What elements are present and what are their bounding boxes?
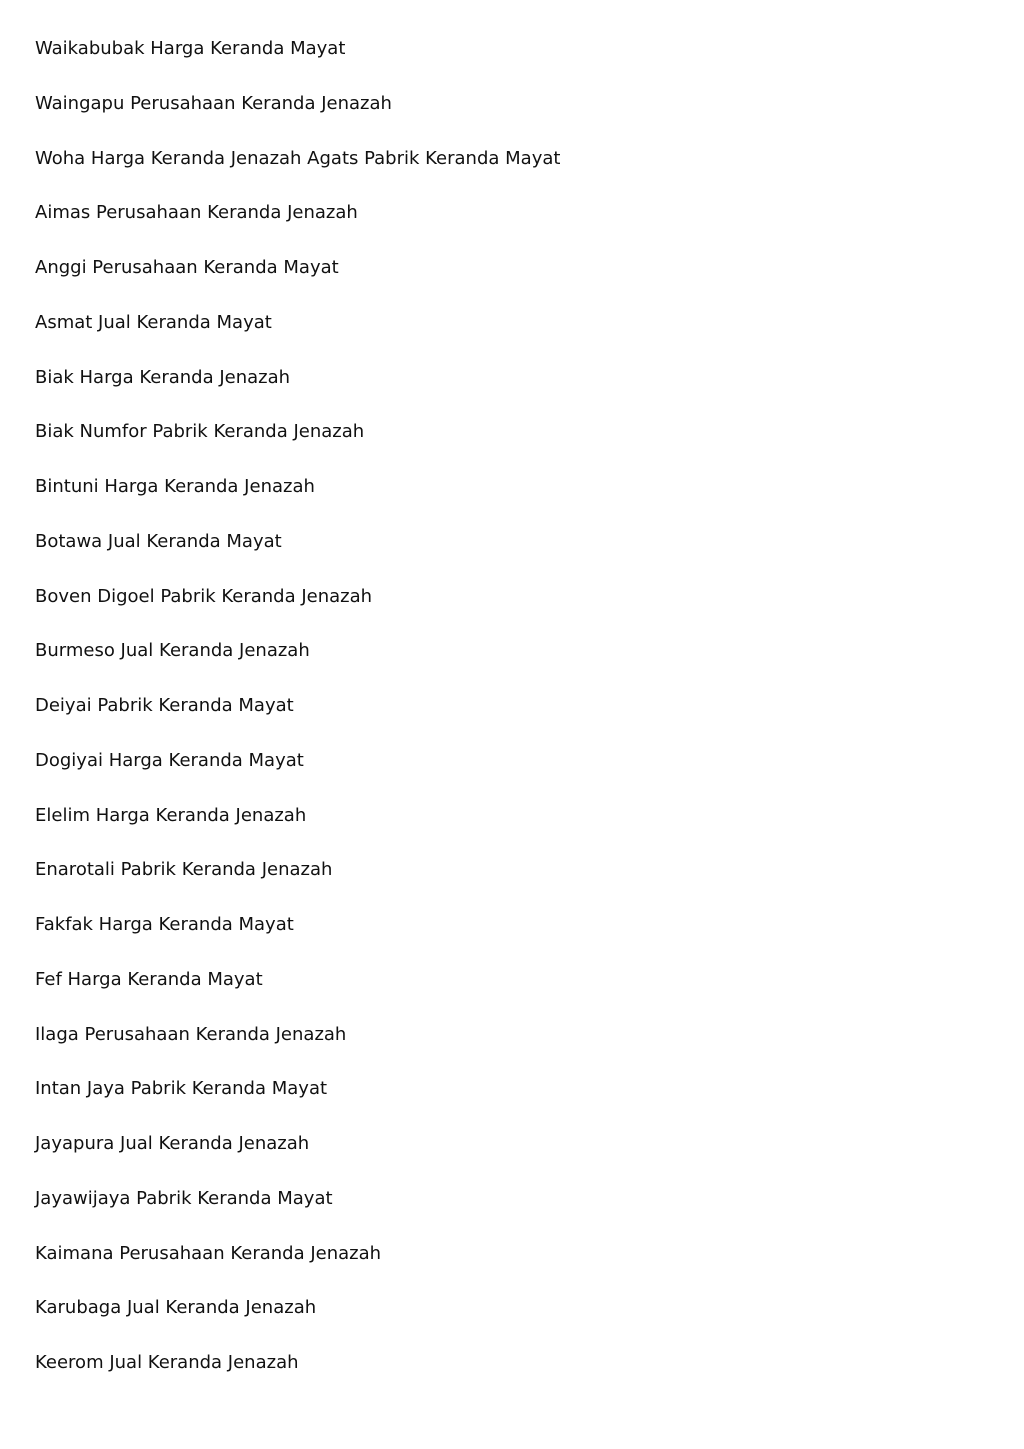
text-line: Waingapu Perusahaan Keranda Jenazah [35,92,392,114]
text-line: Ilaga Perusahaan Keranda Jenazah [35,1023,347,1045]
text-line: Botawa Jual Keranda Mayat [35,530,282,552]
text-line: Keerom Jual Keranda Jenazah [35,1352,299,1373]
text-line: Anggi Perusahaan Keranda Mayat [35,257,339,278]
text-line: Waikabubak Harga Keranda Mayat [35,38,346,59]
text-line: Intan Jaya Pabrik Keranda Mayat [35,1078,328,1100]
text-line: Karubaga Jual Keranda Jenazah [35,1297,317,1319]
text-line: Aimas Perusahaan Keranda Jenazah [35,202,358,224]
text-line: Fef Harga Keranda Mayat [35,968,263,990]
text-line: Enarotali Pabrik Keranda Jenazah [35,859,333,881]
text-line: Biak Numfor Pabrik Keranda Jenazah [35,421,365,443]
text-line: Dogiyai Harga Keranda Mayat [35,749,304,771]
text-line-list [35,36,560,1405]
text-line: Biak Harga Keranda Jenazah [35,366,291,388]
text-line: Kaimana Perusahaan Keranda Jenazah [35,1242,382,1264]
text-line: Boven Digoel Pabrik Keranda Jenazah [35,585,373,607]
text-line: Fakfak Harga Keranda Mayat [35,914,294,935]
text-line: Burmeso Jual Keranda Jenazah [35,640,310,662]
text-line: Bintuni Harga Keranda Jenazah [35,476,315,497]
text-line: Deiyai Pabrik Keranda Mayat [35,695,294,716]
text-line: Asmat Jual Keranda Mayat [35,311,272,333]
text-line: Jayapura Jual Keranda Jenazah [35,1133,310,1154]
text-line: Jayawijaya Pabrik Keranda Mayat [35,1187,333,1209]
text-line: Woha Harga Keranda Jenazah Agats Pabrik Keranda Mayat [35,147,561,169]
text-line: Elelim Harga Keranda Jenazah [35,804,307,826]
